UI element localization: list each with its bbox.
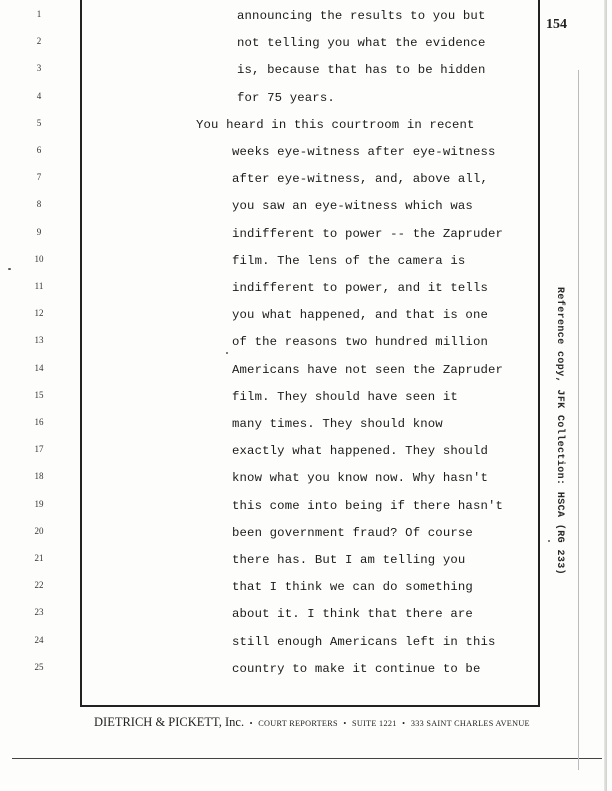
line-number: 25 xyxy=(34,661,44,672)
line-number: 21 xyxy=(34,553,44,563)
transcript-line: you what happened, and that is one xyxy=(232,308,488,323)
line-number: 10 xyxy=(34,253,44,264)
line-number: 2 xyxy=(36,36,42,47)
line-number: 3 xyxy=(36,63,42,74)
line-number: 8 xyxy=(36,199,42,210)
firm-name: DIETRICH & PICKETT, Inc. xyxy=(94,715,245,729)
line-number: 20 xyxy=(34,525,44,536)
line-number: 9 xyxy=(36,226,42,237)
transcript-line: this come into being if there hasn't xyxy=(232,498,504,513)
line-number: 14 xyxy=(34,362,44,373)
transcript-line: film. The lens of the camera is xyxy=(232,253,466,268)
transcript-line: after eye-witness, and, above all, xyxy=(232,172,488,187)
line-number: 6 xyxy=(36,145,42,155)
line-number: 7 xyxy=(36,172,42,183)
line-number: 15 xyxy=(34,389,44,400)
line-number: 5 xyxy=(36,117,42,128)
footer-court-reporters: COURT REPORTERS xyxy=(258,719,338,728)
scan-binding-edge xyxy=(578,70,579,770)
line-number-column xyxy=(0,0,80,707)
transcript-line: still enough Americans left in this xyxy=(232,634,496,649)
line-number: 1 xyxy=(36,9,42,19)
scan-speck xyxy=(548,540,550,542)
transcript-line: announcing the results to you but xyxy=(237,9,486,23)
footer-bullet: • xyxy=(343,719,347,728)
line-number: 4 xyxy=(36,90,42,101)
line-number: 13 xyxy=(34,335,44,346)
transcript-line: not telling you what the evidence xyxy=(237,36,486,51)
footer-bullet: • xyxy=(249,719,253,728)
page-number: 154 xyxy=(546,17,567,32)
transcript-line: about it. I think that there are xyxy=(232,607,473,622)
transcript-line: indifferent to power, and it tells xyxy=(232,281,488,295)
transcript-line: many times. They should know xyxy=(232,417,443,431)
transcript-line: country to make it continue to be xyxy=(232,661,481,676)
transcript-line: weeks eye-witness after eye-witness xyxy=(232,145,496,159)
transcript-line: exactly what happened. They should xyxy=(232,444,488,459)
page-bottom-rule xyxy=(12,758,602,759)
footer-suite: SUITE 1221 xyxy=(352,719,397,728)
line-number: 12 xyxy=(34,308,44,319)
line-number: 17 xyxy=(34,444,44,455)
transcript-line: Americans have not seen the Zapruder xyxy=(232,362,504,377)
transcript-line: know what you know now. Why hasn't xyxy=(232,471,488,486)
line-number: 11 xyxy=(34,281,44,291)
transcript-line: You heard in this courtroom in recent xyxy=(196,117,475,132)
transcript-frame xyxy=(80,0,540,707)
court-reporter-footer xyxy=(94,715,530,730)
line-number: 19 xyxy=(34,498,44,509)
transcript-line: film. They should have seen it xyxy=(232,389,458,404)
transcript-line: you saw an eye-witness which was xyxy=(232,199,473,214)
scan-speck xyxy=(8,268,11,270)
line-number: 23 xyxy=(34,607,44,618)
transcript-line: indifferent to power -- the Zapruder xyxy=(232,226,504,241)
transcript-line: that I think we can do something xyxy=(232,580,473,595)
transcript-line: is, because that has to be hidden xyxy=(237,63,486,78)
transcript-line: for 75 years. xyxy=(237,90,335,105)
line-number: 22 xyxy=(34,580,44,591)
scan-speck xyxy=(226,352,228,354)
transcript-line: of the reasons two hundred million xyxy=(232,335,488,350)
transcript-line: been government fraud? Of course xyxy=(232,525,473,540)
transcript-line: there has. But I am telling you xyxy=(232,553,466,567)
footer-bullet: • xyxy=(402,719,406,728)
scan-page-edge xyxy=(604,0,607,791)
line-number: 18 xyxy=(34,471,44,482)
archive-reference-stamp: Reference copy, JFK Collection: HSCA (RG 233) xyxy=(554,287,565,576)
line-number: 24 xyxy=(34,634,44,645)
line-number: 16 xyxy=(34,417,44,427)
footer-address: 333 SAINT CHARLES AVENUE xyxy=(410,719,530,728)
